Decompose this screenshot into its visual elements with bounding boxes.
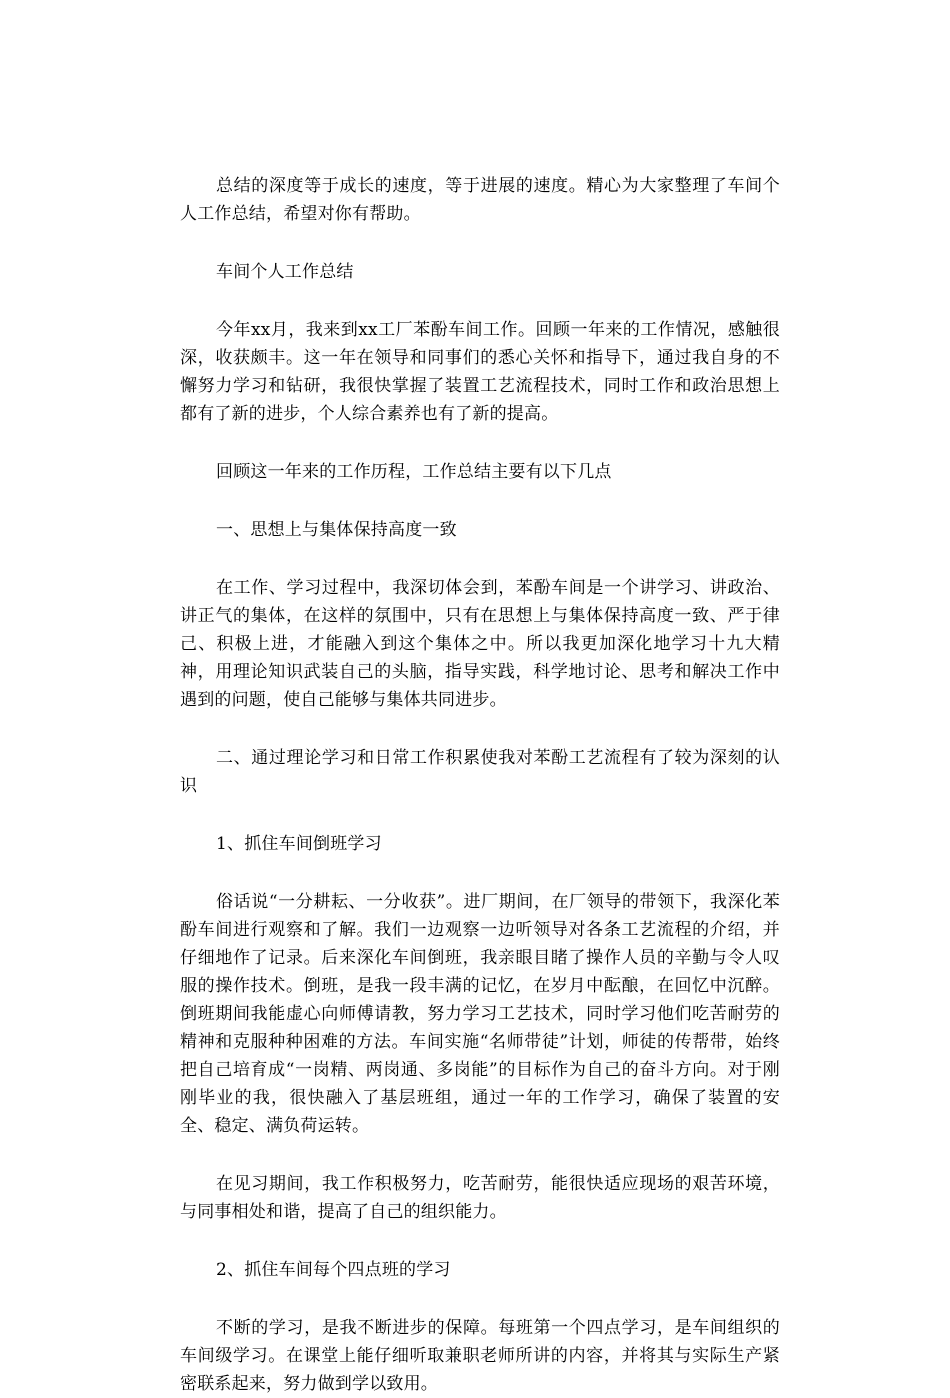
subsection-heading: 2、抓住车间每个四点班的学习 — [216, 1260, 451, 1280]
body-paragraph: 在见习期间，我工作积极努力，吃苦耐劳，能很快适应现场的艰苦环境，与同事相处和谐，提高了自己的组织能力。 — [180, 1174, 780, 1222]
document-body — [180, 172, 780, 1398]
body-paragraph: 不断的学习，是我不断进步的保障。每班第一个四点学习，是车间组织的车间级学习。在课堂上能仔细听取兼职老师所讲的内容，并将其与实际生产紧密联系起来，努力做到学以致用。 — [180, 1318, 780, 1394]
body-paragraph: 俗话说“一分耕耘、一分收获”。进厂期间，在厂领导的带领下，我深化苯酚车间进行观察和了解。我们一边观察一边听领导对各条工艺流程的介绍，并仔细地作了记录。后来深化车间倒班，我亲眼目睹了操作人员的辛勤与令人叹服的操作技术。倒班，是我一段丰满的记忆，在岁月中酝酿，在回忆中沉醉。倒班期间我能虚心向师傅请教，努力学习工艺技术，同时学习他们吃苦耐劳的精神和克服种种困难的方法。车间实施“名师带徒”计划，师徒的传帮带，始终把自己培育成“一岗精、两岗通、多岗能”的目标作为自己的奋斗方向。对于刚刚毕业的我，很快融入了基层班组，通过一年的工作学习，确保了装置的安全、稳定、满负荷运转。 — [180, 892, 780, 1136]
subsection-heading: 1、抓住车间倒班学习 — [216, 834, 382, 854]
document-title: 车间个人工作总结 — [216, 262, 354, 282]
body-paragraph: 今年xx月，我来到xx工厂苯酚车间工作。回顾一年来的工作情况，感触很深，收获颇丰。这一年在领导和同事们的悉心关怀和指导下，通过我自身的不懈努力学习和钻研，我很快掌握了装置工艺流程技术，同时工作和政治思想上都有了新的进步，个人综合素养也有了新的提高。 — [180, 320, 780, 424]
body-paragraph: 回顾这一年来的工作历程，工作总结主要有以下几点 — [216, 462, 612, 482]
body-paragraph: 在工作、学习过程中，我深切体会到，苯酚车间是一个讲学习、讲政治、讲正气的集体，在这样的氛围中，只有在思想上与集体保持高度一致、严于律己、积极上进，才能融入到这个集体之中。所以我更加深化地学习十九大精神，用理论知识武装自己的头脑，指导实践，科学地讨论、思考和解决工作中遇到的问题，使自己能够与集体共同进步。 — [180, 578, 780, 710]
section-heading: 二、通过理论学习和日常工作积累使我对苯酚工艺流程有了较为深刻的认识 — [180, 748, 780, 796]
intro-paragraph: 总结的深度等于成长的速度，等于进展的速度。精心为大家整理了车间个人工作总结，希望对你有帮助。 — [180, 176, 780, 224]
section-heading: 一、思想上与集体保持高度一致 — [216, 520, 457, 540]
